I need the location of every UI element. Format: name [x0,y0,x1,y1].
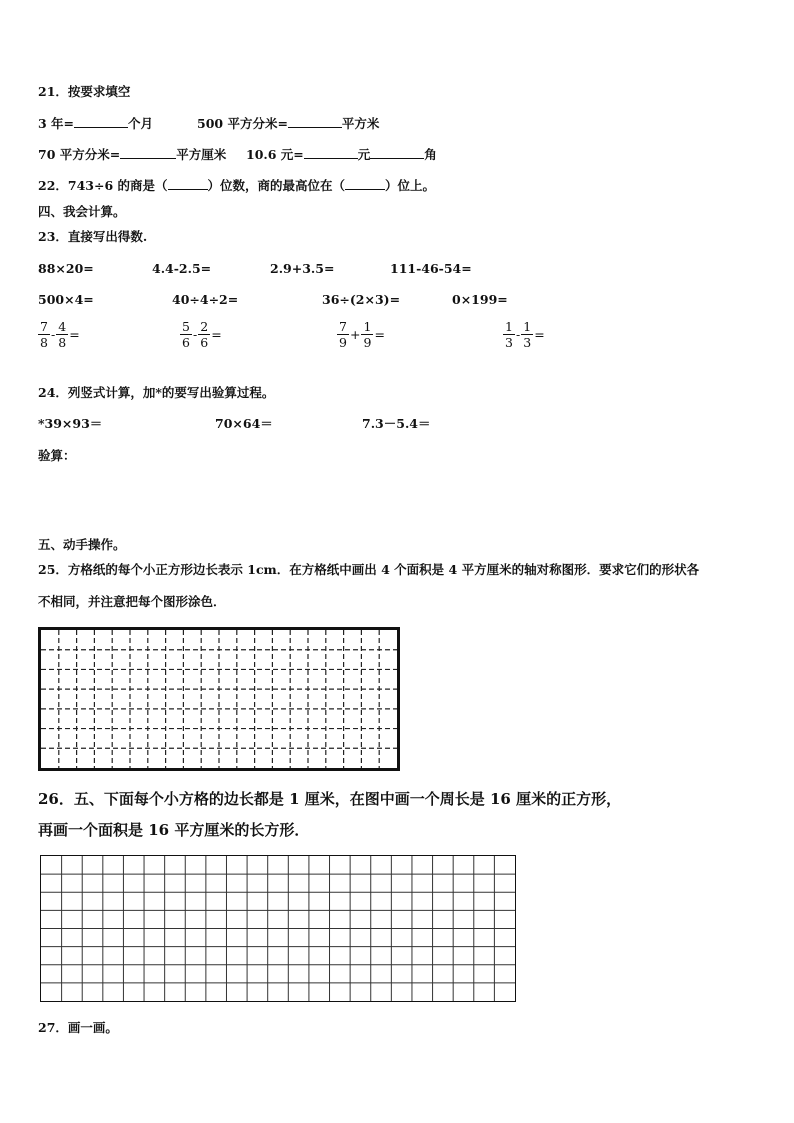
square-grid-paper[interactable] [40,855,516,1002]
q21-row1-b-post: 平方米 [341,116,380,131]
q23-r1-0: 88×20= [38,261,94,276]
q25-line1: 25．方格纸的每个小正方形边长表示 1cm．在方格纸中画出 4 个面积是 4 平方厘米的轴对称图形．要求它们的形状各 [38,562,700,577]
q21-row1 [38,115,153,132]
q21-row2-a-post: 平方厘米 [176,147,227,162]
fraction-expression: $\frac{1}{3}$ - $\frac{1}{3}$ = [503,319,546,350]
q21-row1-a-post: 个月 [128,116,154,131]
fraction-expression: $\frac{7}{9}$ + $\frac{1}{9}$ = [337,319,386,350]
q24-title: 24．列竖式计算，加*的要写出验算过程。 [38,385,275,400]
q21-row2-b-post: 角 [424,147,437,162]
answer-blank[interactable] [74,115,128,128]
dashed-grid-paper[interactable] [38,627,400,771]
q22-text1: 22．743÷6 的商是（ [38,178,168,193]
q23-r1-3: 111-46-54= [390,261,472,276]
q23-r2-3: 0×199= [452,292,508,307]
q21-row2-a-pre: 70 平方分米= [38,147,121,162]
q21-row2-b [246,146,437,163]
section4-title: 四、我会计算。 [38,204,126,219]
q23-r2-0: 500×4= [38,292,94,307]
q21-row2-b-pre: 10.6 元= [246,147,304,162]
section5-title: 五、动手操作。 [38,537,126,552]
q23-r2-2: 36÷(2×3)= [322,292,401,307]
q22-text2: ）位数，商的最高位在（ [207,178,346,193]
q21-row1-a-pre: 3 年= [38,116,75,131]
q22-text3: ）位上。 [385,178,436,193]
q24-item-1: *39×93＝ [38,416,103,431]
q21-row2 [38,146,226,163]
q21-row2-b-mid: 元 [357,147,371,162]
q24-item-3: 7.3－5.4＝ [362,416,431,431]
q23-r1-2: 2.9+3.5= [270,261,335,276]
q23-title: 23．直接写出得数. [38,229,148,244]
q23-r1-1: 4.4-2.5= [152,261,212,276]
q21-row1-b-pre: 500 平方分米= [197,116,288,131]
answer-blank[interactable] [370,146,424,159]
q27-title: 27．画一画。 [38,1020,118,1035]
q23-r2-1: 40÷4÷2= [172,292,239,307]
answer-blank[interactable] [120,146,176,159]
q24-check-label: 验算： [38,448,76,463]
answer-blank[interactable] [288,115,342,128]
q26-line1: 26．五、下面每个小方格的边长都是 1 厘米，在图中画一个周长是 16 厘米的正方形， [38,790,622,808]
fraction-expression: $\frac{5}{6}$ - $\frac{2}{6}$ = [180,319,223,350]
answer-blank[interactable] [345,177,385,190]
answer-blank[interactable] [304,146,358,159]
fraction-expression: $\frac{7}{8}$ - $\frac{4}{8}$ = [38,319,81,350]
q21-row1-b [197,115,379,132]
q24-item-2: 70×64＝ [215,416,273,431]
q22 [38,177,435,194]
answer-blank[interactable] [168,177,208,190]
q25-line2: 不相同，并注意把每个图形涂色． [38,594,226,609]
q21-title: 21．按要求填空 [38,84,131,99]
q26-line2: 再画一个面积是 16 平方厘米的长方形． [38,821,310,839]
